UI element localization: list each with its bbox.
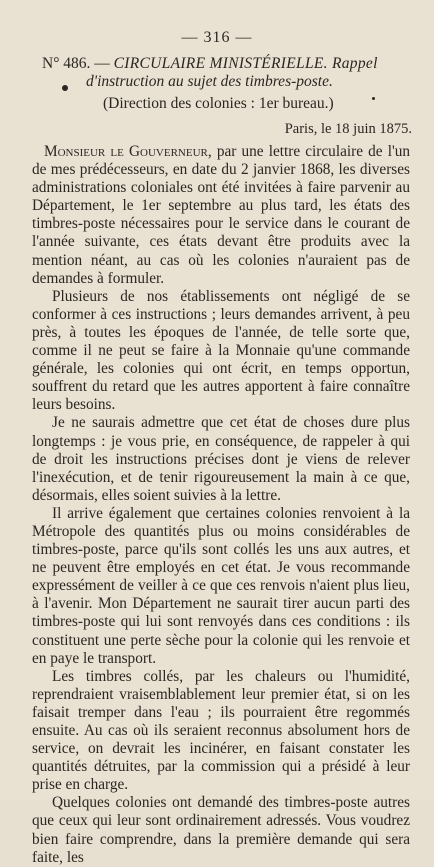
page-number: — 316 —	[181, 29, 253, 46]
title-dash: —	[90, 55, 114, 72]
paragraph-1-text: , par une lettre circulaire de l'un de mes prédécesseurs, en date du 2 janvier 1868, les diverses administrations coloniales ont été invitées à faire parvenir au Département, le 1er septembre au plus tard, les états des timbres-poste nécessaires pour le service dans le courant de l'année suivante, ces états devant être produits avec la mention néant, au cas où les colonies n'auraient pas de demandes à formuler.	[32, 143, 410, 287]
salutation: Monsieur le Gouverneur	[44, 143, 208, 160]
title-line	[42, 55, 412, 73]
paragraph-6: Quelques colonies ont demandé des timbres-poste autres que ceux qui leur sont ordinairement adressés. Vous voudrez bien faire comprendre, dans la première demande qui sera faite, les	[32, 794, 410, 866]
body-text	[32, 143, 410, 867]
circular-subtitle: d'instruction au sujet des timbres-poste.	[86, 73, 333, 90]
paragraph-4: Il arrive également que certaines colonies renvoient à la Métropole des quantités plus ou moins considérables de timbres-poste, parce qu'ils sont collés les uns aux autres, et ne peuvent être employés en cet état. Je vous recommande expressément de veiller à ce que ces renvois n'aient plus lieu, à l'avenir. Mon Département ne saurait tirer aucun parti des timbres-poste qui lui sont renvoyés dans ces conditions : ils constituent une perte sèche pour la colonie qui les renvoie et en paye le transport.	[32, 504, 410, 667]
document-heading	[42, 55, 412, 91]
ink-speck	[372, 97, 375, 100]
paragraph-5: Les timbres collés, par les chaleurs ou l'humidité, reprendraient vraisemblablement leur premier état, si on les faisait tremper dans l'eau ; ils pourraient être regommés ensuite. Au cas où ils seraient reconnus absolument hors de service, on devrait les incinérer, en faisant constater les quantités détruites, par la commission qui a présidé à leur prise en charge.	[32, 667, 410, 794]
ink-blot	[62, 85, 68, 91]
date-line: Paris, le 18 juin 1875.	[284, 121, 412, 137]
circular-title: CIRCULAIRE MINISTÉRIELLE.	[113, 55, 328, 72]
paragraph-1	[32, 143, 410, 288]
paragraph-3: Je ne saurais admettre que cet état de choses dure plus longtemps : je vous prie, en conséquence, de rappeler à qui de droit les instructions précises dont je viens de relever l'inexécution, et de tenir rigoureusement la main à ce que, désormais, elles soient suivies à la lettre.	[32, 414, 410, 504]
paragraph-2: Plusieurs de nos établissements ont négligé de se conformer à ces instructions ; leurs demandes arrivent, à peu près, à toutes les époques de l'année, de telle sorte que, comme il ne peut se faire à la Monnaie qu'une commande générale, les colonies qui ont écrit, en temps opportun, souffrent du retard que les autres apportent à faire connaître leurs besoins.	[32, 287, 410, 414]
circular-title-tail: Rappel	[327, 55, 378, 72]
circular-number: N° 486.	[42, 55, 91, 72]
direction-line: (Direction des colonies : 1er bureau.)	[103, 95, 334, 112]
